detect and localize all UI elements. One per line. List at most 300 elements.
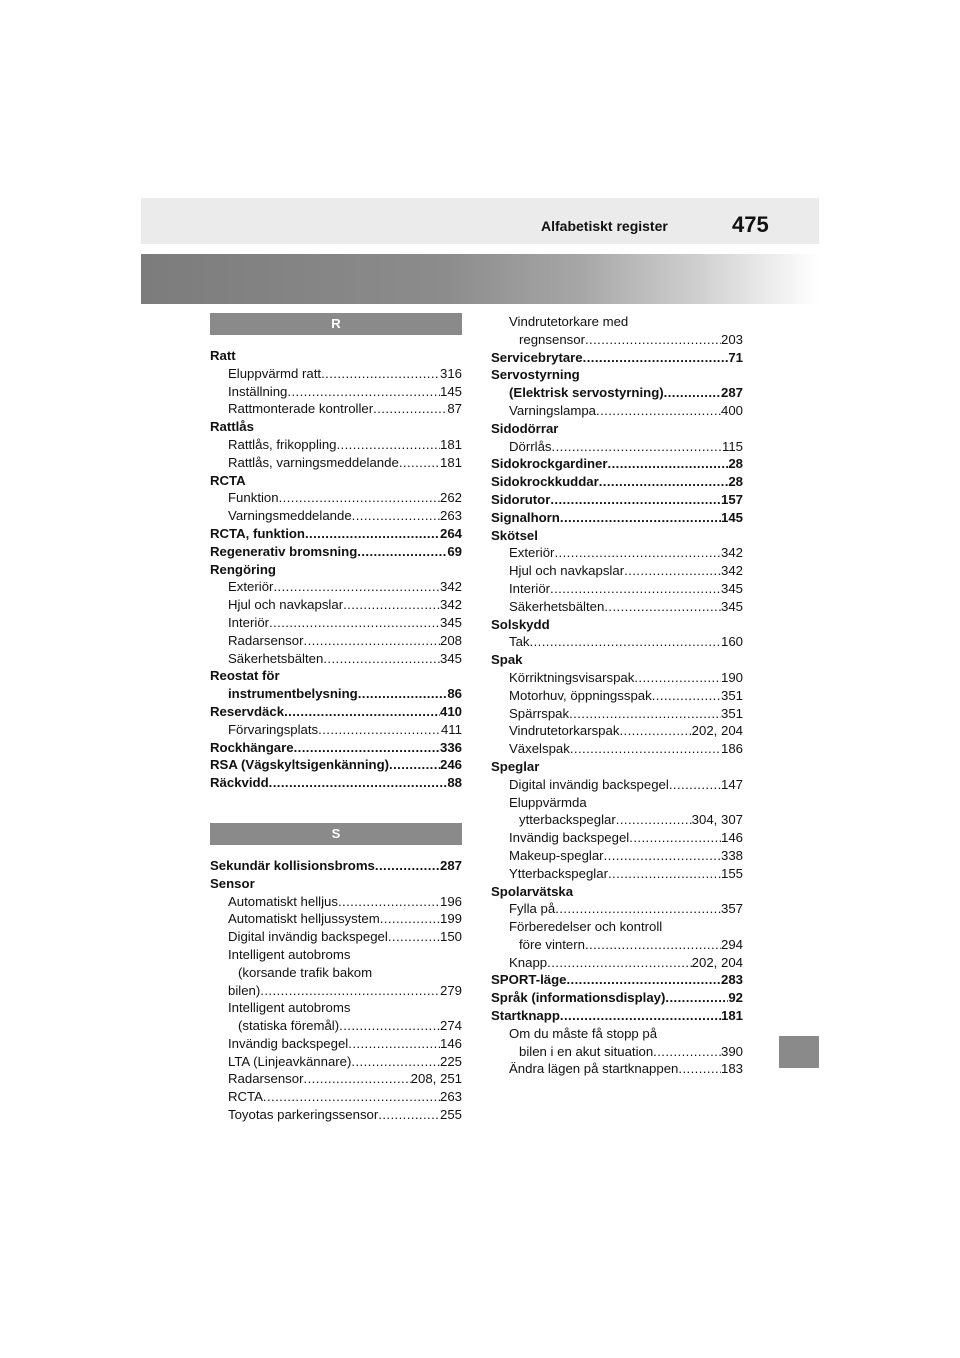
page-ref: 274 [439,1018,462,1034]
dot-leader [552,438,722,456]
page-ref: 202, 204 [691,954,743,970]
page-ref: 345 [720,598,743,614]
page-ref: 342 [720,563,743,579]
page-ref: 338 [720,847,743,863]
index-term: Reostat för [210,668,280,684]
dot-leader [343,596,440,614]
page-ref: 342 [439,597,462,613]
index-entry [210,418,462,436]
page-ref: 190 [720,669,743,685]
dot-leader [653,1043,721,1061]
page-ref: 181 [439,454,462,470]
index-term: Tak [509,634,530,650]
index-term: RSA (Vägskyltsigenkänning) [210,757,390,773]
index-entry [491,758,743,776]
index-entry [210,525,462,543]
index-term: RCTA, funktion [210,525,305,541]
page-ref: 146 [439,1035,462,1051]
index-entry [491,811,743,829]
page-ref: 86 [447,686,462,702]
page-ref: 336 [439,739,462,755]
page-ref: 147 [720,776,743,792]
index-term: Knapp [509,954,548,970]
index-term: bilen) [228,982,261,998]
page-ref: 410 [439,703,462,719]
index-entry [491,847,743,865]
page-ref: 155 [720,865,743,881]
dot-leader [624,562,721,580]
index-entry [491,633,743,651]
dot-leader [664,384,721,402]
index-term: Invändig backspegel [509,830,630,846]
page-ref: 157 [720,491,743,507]
index-term: Spärrspak [509,705,570,721]
index-term: Varningslampa [509,402,596,418]
index-entry [210,347,462,365]
index-term: Rockhängare [210,739,294,755]
dot-leader [294,739,440,757]
dot-leader [375,857,440,875]
index-entry [210,1070,462,1088]
dot-leader [287,383,440,401]
gradient-bar [141,254,819,304]
index-term: Rengöring [210,561,276,577]
dot-leader [550,580,721,598]
index-term: Regenerativ bromsning [210,543,358,559]
index-entry [491,527,743,545]
index-term: Exteriör [509,545,555,561]
index-entry [491,1043,743,1061]
index-term: Funktion [228,490,279,506]
dot-leader [634,669,721,687]
index-term: Inställning [228,383,288,399]
index-entry [491,544,743,562]
dot-leader [357,543,447,561]
page-ref: 316 [439,365,462,381]
index-term: Varningsmeddelande [228,508,352,524]
index-term: Växelspak [509,741,570,757]
dot-leader [351,1053,440,1071]
index-term: Språk (informationsdisplay) [491,990,666,1006]
index-entry [210,1017,462,1035]
dot-leader [554,544,721,562]
dot-leader [599,473,729,491]
index-term: Ratt [210,348,236,363]
dot-leader [336,436,440,454]
index-entry [491,366,743,384]
index-entry [491,438,743,456]
index-term: Sidodörrar [491,420,559,436]
page-ref: 196 [439,893,462,909]
index-entry [210,614,462,632]
page-ref: 28 [728,474,743,490]
index-entry [210,982,462,1000]
dot-leader [373,400,447,418]
dot-leader [530,633,721,651]
dot-leader [566,971,721,989]
index-term: Motorhuv, öppningsspak [509,687,652,703]
index-entry [491,794,743,812]
page-ref: 411 [440,721,462,737]
index-entry [491,349,743,367]
page-ref: 345 [439,650,462,666]
dot-leader [560,1007,721,1025]
page-ref: 186 [720,741,743,757]
index-entry [210,365,462,383]
index-entry [210,650,462,668]
index-term: RCTA [210,472,246,488]
page-ref: 283 [720,972,743,988]
dot-leader [629,829,721,847]
index-entry [491,491,743,509]
dot-leader [269,774,448,792]
index-term: Rattlås, frikoppling [228,436,337,452]
page-ref: 115 [721,438,743,454]
dot-leader [389,756,440,774]
page-ref: 294 [720,936,743,952]
dot-leader [378,1106,440,1124]
index-entry [491,954,743,972]
dot-leader [555,900,721,918]
dot-leader [570,740,721,758]
index-term: Intelligent autobroms [228,946,351,962]
index-term: Rattmonterade kontroller [228,401,374,417]
index-entry [210,632,462,650]
index-list-r [210,347,462,792]
index-term: (statiska föremål) [238,1018,340,1034]
dot-leader [585,936,721,954]
page-ref: 357 [720,901,743,917]
index-entry [491,705,743,723]
index-term: Solskydd [491,616,550,632]
index-term: (Elektrisk servostyrning) [509,385,664,401]
index-term: Spak [491,652,523,668]
index-entry [491,420,743,438]
index-term: Om du måste få stopp på [509,1025,658,1041]
page-ref: 183 [720,1061,743,1077]
index-term: bilen i en akut situation [519,1043,654,1059]
index-term: Sidorutor [491,491,551,507]
index-term: Startknapp [491,1008,560,1024]
index-entry [210,1035,462,1053]
page-ref: 225 [439,1053,462,1069]
index-term: Toyotas parkeringssensor [228,1107,379,1123]
index-entry [491,740,743,758]
page-ref: 146 [720,830,743,846]
dot-leader [604,598,721,616]
index-term: Hjul och navkapslar [228,597,344,613]
index-entry [210,1088,462,1106]
index-entry [491,989,743,1007]
dot-leader [323,650,440,668]
index-term: Förvaringsplats [228,721,319,737]
dot-leader [380,910,440,928]
index-entry [210,667,462,685]
index-term: Eluppvärmd ratt [228,365,322,381]
index-term: Exteriör [228,579,274,595]
index-entry [491,598,743,616]
index-term: RCTA [228,1089,263,1105]
index-entry [491,900,743,918]
page-number: 475 [732,212,769,237]
index-entry [210,875,462,893]
index-entry [210,400,462,418]
page-ref: 69 [447,543,462,559]
index-term: Ytterbackspeglar [509,865,608,881]
page-ref: 88 [447,775,462,791]
index-term: Automatiskt helljussystem [228,911,380,927]
index-term: Digital invändig backspegel [509,776,669,792]
index-entry [491,865,743,883]
page-ref: 92 [728,990,743,1006]
section-header-r: R [210,313,462,335]
index-entry [210,739,462,757]
index-entry [210,472,462,490]
index-entry [491,776,743,794]
index-entry [210,596,462,614]
index-entry [210,964,462,982]
index-term: Makeup-speglar [509,847,604,863]
index-entry [210,454,462,472]
index-term: Hjul och navkapslar [509,563,625,579]
page-ref: 342 [439,579,462,595]
index-entry [210,893,462,911]
index-term: Körriktningsvisarspak [509,669,635,685]
page-ref: 203 [720,331,743,347]
page-ref: 150 [439,929,462,945]
index-entry [210,561,462,579]
dot-leader [263,1088,440,1106]
dot-leader [547,954,692,972]
page-ref: 145 [439,383,462,399]
index-term: Digital invändig backspegel [228,929,388,945]
index-entry [491,1025,743,1043]
index-entry [210,756,462,774]
page-ref: 264 [439,525,462,541]
index-entry [210,489,462,507]
index-entry [491,918,743,936]
dot-leader [352,507,440,525]
page-ref: 287 [720,385,743,401]
dot-leader [338,893,440,911]
header-title: Alfabetiskt register [541,218,668,234]
page-ref: 87 [447,401,462,417]
page-ref: 345 [439,614,462,630]
index-entry [210,857,462,875]
index-entry [491,616,743,634]
index-term: Spolarvätska [491,883,574,899]
index-term: Räckvidd [210,775,269,791]
index-entry [491,722,743,740]
page-ref: 160 [720,634,743,650]
index-entry [210,436,462,454]
index-column-right [491,313,743,1078]
dot-leader [616,811,692,829]
dot-leader [669,776,721,794]
index-term: Interiör [509,580,551,596]
dot-leader [321,365,440,383]
index-term: Radarsensor [228,1071,304,1087]
index-entry [491,580,743,598]
dot-leader [348,1035,440,1053]
page-ref: 263 [439,1089,462,1105]
dot-leader [619,722,691,740]
index-term: Speglar [491,758,540,774]
dot-leader [279,489,440,507]
index-term: Sidokrockkuddar [491,474,599,490]
index-list-s [210,857,462,1124]
index-term: LTA (Linjeavkännare) [228,1053,352,1069]
index-term: ytterbackspeglar [519,812,616,828]
index-entry [210,507,462,525]
dot-leader [604,847,721,865]
dot-leader [585,331,721,349]
index-entry [210,999,462,1017]
index-term: Säkerhetsbälten [509,598,605,614]
dot-leader [399,454,440,472]
dot-leader [665,989,728,1007]
index-term: Intelligent autobroms [228,1000,351,1016]
index-entry [491,384,743,402]
dot-leader [318,721,441,739]
index-term: Sidokrockgardiner [491,456,608,472]
index-term: Vindrutetorkare med [509,314,629,329]
index-list-right [491,313,743,1078]
index-entry [210,543,462,561]
page-ref: 246 [439,757,462,773]
page-ref: 390 [720,1043,743,1059]
index-term: Sensor [210,875,255,891]
index-term: Interiör [228,614,270,630]
dot-leader [652,687,721,705]
index-entry [491,402,743,420]
index-term: (korsande trafik bakom [238,964,373,980]
page-ref: 145 [720,509,743,525]
dot-leader [260,982,440,1000]
index-entry [210,721,462,739]
dot-leader [304,632,440,650]
index-term: Servicebrytare [491,349,583,365]
index-term: Eluppvärmda [509,794,587,810]
index-term: SPORT-läge [491,972,567,988]
index-term: Radarsensor [228,632,304,648]
index-entry [210,578,462,596]
index-term: Förberedelser och kontroll [509,919,663,935]
index-term: Fylla på [509,901,556,917]
dot-leader [596,402,721,420]
dot-leader [678,1060,721,1078]
dot-leader [284,703,440,721]
index-entry [491,651,743,669]
page-ref: 181 [439,436,462,452]
index-entry [491,829,743,847]
dot-leader [304,1070,411,1088]
index-entry [491,473,743,491]
index-entry [210,1106,462,1124]
page-ref: 263 [439,508,462,524]
section-header-s: S [210,823,462,845]
index-term: Automatiskt helljus [228,893,338,909]
index-entry [491,936,743,954]
dot-leader [560,509,721,527]
dot-leader [583,349,729,367]
page-ref: 208, 251 [410,1071,462,1087]
dot-leader [550,491,721,509]
index-entry [210,703,462,721]
index-term: Rattlås, varningsmeddelande [228,454,399,470]
index-column-left [210,313,462,1124]
index-entry [210,383,462,401]
index-term: Signalhorn [491,509,560,525]
page-ref: 304, 307 [691,812,743,828]
index-entry [491,455,743,473]
page-ref: 400 [720,402,743,418]
page-ref: 351 [720,705,743,721]
page-ref: 345 [720,580,743,596]
page-ref: 255 [439,1107,462,1123]
index-entry [491,1007,743,1025]
index-entry [210,774,462,792]
page-ref: 199 [439,911,462,927]
index-entry [210,685,462,703]
index-term: Rattlås [210,419,254,435]
dot-leader [269,614,440,632]
index-term: regnsensor [519,331,585,347]
page-ref: 351 [720,687,743,703]
index-term: Reservdäck [210,703,285,719]
index-entry [491,669,743,687]
index-term: Ändra lägen på startknappen [509,1061,679,1077]
page-ref: 181 [720,1008,743,1024]
page-ref: 71 [728,349,743,365]
dot-leader [608,865,721,883]
page-ref: 208 [439,632,462,648]
index-entry [491,331,743,349]
page-ref: 202, 204 [691,723,743,739]
index-entry [491,971,743,989]
index-term: Sekundär kollisionsbroms [210,857,375,873]
dot-leader [305,525,440,543]
page-ref: 342 [720,545,743,561]
index-entry [491,1060,743,1078]
index-entry [491,687,743,705]
page-ref: 287 [439,857,462,873]
dot-leader [388,928,440,946]
index-term: Dörrlås [509,438,552,454]
index-term: Vindrutetorkarspak [509,723,620,739]
index-entry [491,883,743,901]
page-ref: 279 [439,982,462,998]
index-entry [210,1053,462,1071]
page-ref: 262 [439,490,462,506]
index-term: Invändig backspegel [228,1035,349,1051]
dot-leader [608,455,729,473]
index-term: Säkerhetsbälten [228,650,324,666]
index-entry [210,946,462,964]
index-term: före vintern [519,936,585,952]
index-entry [491,313,743,331]
dot-leader [339,1017,440,1035]
dot-leader [569,705,721,723]
dot-leader [358,685,448,703]
index-term: Servostyrning [491,367,580,383]
index-entry [491,562,743,580]
dot-leader [273,578,440,596]
index-entry [210,910,462,928]
index-entry [210,928,462,946]
header-band [141,198,819,244]
index-term: instrumentbelysning [228,686,358,702]
